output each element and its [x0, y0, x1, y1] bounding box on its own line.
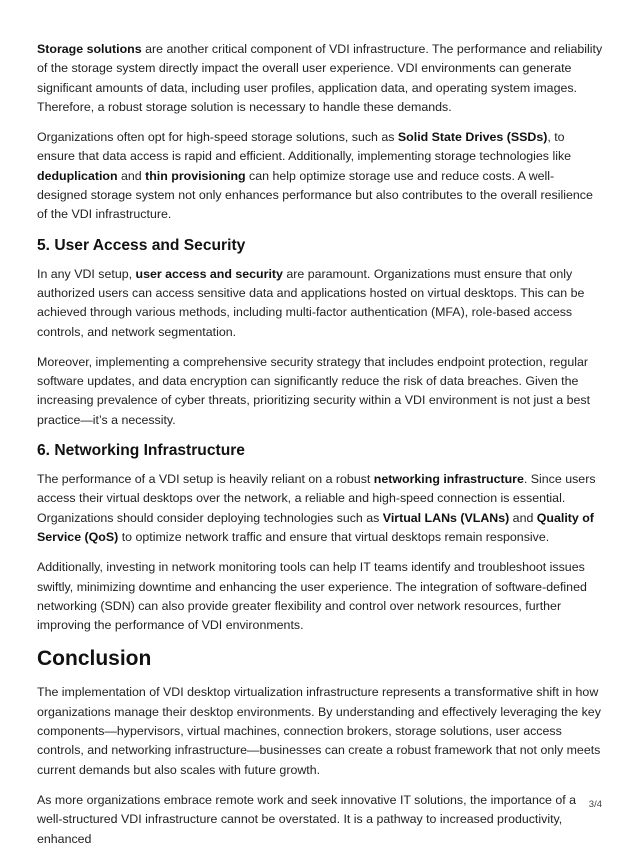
networking-paragraph-2: Additionally, investing in network monitoring tools can help IT teams identify and troubleshoot issues swiftly, minimizing downtime and enhancing the user experience. The integration of software-defined networking (SDN) can also provide greater flexibility and control over network resources, further improving the performance of VDI environments. — [37, 560, 587, 633]
conclusion-heading: Conclusion — [37, 647, 152, 671]
term-networking-infrastructure: networking infrastructure — [373, 472, 524, 487]
security-paragraph-1: In any VDI setup, user access and security are paramount. Organizations must ensure that only authorized users can access sensitive data and applications hosted on virtual desktops. This can be achieved through various methods, including multi-factor authentication (MFA), role-based access controls, and network segmentation. — [37, 266, 585, 339]
conclusion-paragraph-2: As more organizations embrace remote work and seek innovative IT solutions, the importance of a well-structured VDI infrastructure cannot be overstated. It is a pathway to increased productivity, enhanced — [37, 792, 577, 846]
conclusion-paragraph-1: The implementation of VDI desktop virtualization infrastructure represents a transformative shift in how organizations manage their desktop environments. By understanding and effectively leveraging the key components—hypervisors, virtual machines, connection brokers, storage solutions, user access controls, and networking infrastructure—businesses can create a robust framework that not only meets current demands but also scales with future growth. — [37, 685, 601, 777]
term-ssd: Solid State Drives (SSDs) — [397, 130, 548, 145]
section-heading-networking: 6. Networking Infrastructure — [37, 442, 245, 460]
storage-paragraph-2: Organizations often opt for high-speed storage solutions, such as Solid State Drives (SSDs), to ensure that data access is rapid and efficient. Additionally, implementing storage technologies like deduplication and thin provisioning can help optimize storage use and reduce costs. A well-designed storage system not only enhances performance but also contributes to the overall resilience of the VDI infrastructure. — [37, 130, 593, 222]
term-qos: Quality of Service (QoS) — [37, 510, 594, 544]
term-storage-solutions: Storage solutions — [37, 42, 142, 56]
page-number: 3/4 — [588, 799, 602, 810]
security-paragraph-2: Moreover, implementing a comprehensive security strategy that includes endpoint protection, regular software updates, and data encryption can significantly reduce the risk of data breaches. Given the increasing prevalence of cyber threats, prioritizing security within a VDI environment is not just a best practice—it’s a necessity. — [37, 354, 591, 427]
storage-paragraph-1: Storage solutions are another critical component of VDI infrastructure. The performance and reliability of the storage system directly impact the overall user experience. VDI environments can generate significant amounts of data, including user profiles, application data, and operating system images. Therefore, a robust storage solution is necessary to handle these demands. — [37, 42, 603, 114]
term-vlans: Virtual LANs (VLANs) — [382, 510, 510, 525]
term-user-access-security: user access and security — [135, 266, 283, 281]
section-heading-user-access: 5. User Access and Security — [37, 236, 246, 254]
term-deduplication: deduplication — [37, 168, 118, 183]
networking-paragraph-1: The performance of a VDI setup is heavily reliant on a robust networking infrastructure. Since users access their virtual desktops over the network, a reliable and high-speed connection is essential. Organizations should consider deploying technologies such as Virtual LANs (VLANs) and Quality of Service (QoS) to optimize network traffic and ensure that virtual desktops remain responsive. — [37, 472, 596, 544]
document-page — [37, 40, 603, 860]
term-thin-provisioning: thin provisioning — [145, 168, 246, 183]
